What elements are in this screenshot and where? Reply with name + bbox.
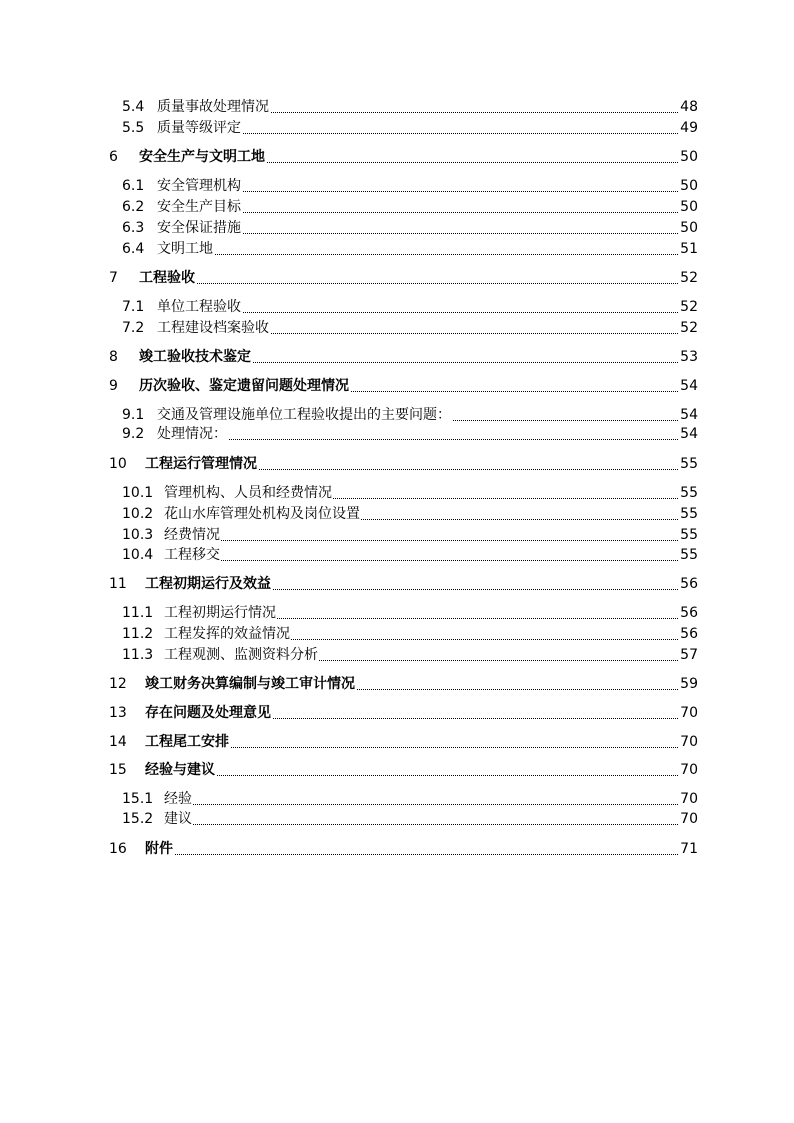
toc-entry-number: 10.1 xyxy=(122,485,154,501)
toc-entry-page-number: 70 xyxy=(680,705,698,721)
toc-entry-title: 工程运行管理情况 xyxy=(145,456,257,472)
toc-entry-number: 6.4 xyxy=(122,241,145,257)
toc-entry[interactable] xyxy=(0,810,794,828)
toc-entry-title: 建议 xyxy=(164,811,192,827)
toc-entry-title: 文明工地 xyxy=(157,241,213,257)
toc-entry-number: 6 xyxy=(109,149,118,165)
toc-entry-page-number: 52 xyxy=(680,270,698,286)
toc-entry[interactable] xyxy=(0,177,794,195)
toc-entry-title: 附件 xyxy=(145,841,173,857)
toc-entry[interactable] xyxy=(0,425,794,443)
toc-entry-number: 6.1 xyxy=(122,178,145,194)
toc-entry-page-number: 52 xyxy=(680,320,698,336)
toc-entry-page-number: 54 xyxy=(680,426,698,442)
toc-entry[interactable] xyxy=(0,505,794,523)
toc-entry-page-number: 70 xyxy=(680,791,698,807)
toc-entry[interactable] xyxy=(0,484,794,502)
toc-entry-page-number: 50 xyxy=(680,178,698,194)
toc-entry[interactable] xyxy=(0,675,794,693)
toc-entry-page-number: 48 xyxy=(680,99,698,115)
toc-entry[interactable] xyxy=(0,604,794,622)
toc-entry-page-number: 54 xyxy=(680,407,698,423)
toc-entry-page-number: 55 xyxy=(680,527,698,543)
toc-entry-number: 6.2 xyxy=(122,199,145,215)
toc-entry-number: 11.3 xyxy=(122,647,154,663)
toc-entry-title: 质量等级评定 xyxy=(157,120,241,136)
toc-entry[interactable] xyxy=(0,625,794,643)
toc-entry[interactable] xyxy=(0,761,794,779)
toc-entry-page-number: 56 xyxy=(680,626,698,642)
toc-leader-dots xyxy=(139,283,682,284)
toc-entry[interactable] xyxy=(0,455,794,473)
toc-entry-title: 工程初期运行及效益 xyxy=(145,576,271,592)
toc-entry-page-number: 56 xyxy=(680,576,698,592)
toc-entry-number: 10 xyxy=(109,456,127,472)
toc-entry-number: 15 xyxy=(109,762,127,778)
toc-leader-dots xyxy=(164,824,682,825)
toc-leader-dots xyxy=(157,254,682,255)
toc-entry-number: 14 xyxy=(109,734,127,750)
toc-entry[interactable] xyxy=(0,348,794,366)
toc-entry[interactable] xyxy=(0,219,794,237)
toc-entry[interactable] xyxy=(0,790,794,808)
toc-leader-dots xyxy=(145,775,682,776)
toc-entry[interactable] xyxy=(0,406,794,424)
toc-entry-page-number: 55 xyxy=(680,485,698,501)
toc-entry-title: 管理机构、人员和经费情况 xyxy=(164,485,332,501)
toc-entry-page-number: 49 xyxy=(680,120,698,136)
toc-entry-title: 安全管理机构 xyxy=(157,178,241,194)
toc-entry-page-number: 59 xyxy=(680,676,698,692)
toc-entry-page-number: 52 xyxy=(680,299,698,315)
toc-entry-title: 存在问题及处理意见 xyxy=(145,705,271,721)
toc-entry-title: 工程尾工安排 xyxy=(145,734,229,750)
toc-entry-title: 安全保证措施 xyxy=(157,220,241,236)
toc-entry-number: 13 xyxy=(109,705,127,721)
toc-entry-title: 经验与建议 xyxy=(145,762,215,778)
toc-entry[interactable] xyxy=(0,269,794,287)
toc-entry-number: 8 xyxy=(109,349,118,365)
toc-entry-number: 9 xyxy=(109,378,118,394)
toc-leader-dots xyxy=(164,804,682,805)
toc-entry-number: 10.4 xyxy=(122,547,154,563)
toc-entry-page-number: 50 xyxy=(680,220,698,236)
toc-entry-page-number: 55 xyxy=(680,547,698,563)
toc-entry-number: 7.2 xyxy=(122,320,145,336)
toc-entry-title: 单位工程验收 xyxy=(157,299,241,315)
toc-entry-page-number: 71 xyxy=(680,841,698,857)
toc-entry-page-number: 70 xyxy=(680,734,698,750)
toc-entry-title: 质量事故处理情况 xyxy=(157,99,269,115)
toc-leader-dots xyxy=(164,560,682,561)
toc-entry-number: 6.3 xyxy=(122,220,145,236)
toc-entry[interactable] xyxy=(0,319,794,337)
toc-entry-page-number: 50 xyxy=(680,199,698,215)
toc-entry-title: 历次验收、鉴定遗留问题处理情况 xyxy=(139,378,349,394)
toc-entry-title: 经费情况 xyxy=(164,527,220,543)
toc-entry[interactable] xyxy=(0,704,794,722)
toc-entry-number: 5.4 xyxy=(122,99,145,115)
toc-entry-title: 安全生产目标 xyxy=(157,199,241,215)
toc-entry-number: 7 xyxy=(109,270,118,286)
toc-entry-title: 安全生产与文明工地 xyxy=(139,149,265,165)
toc-entry-page-number: 56 xyxy=(680,605,698,621)
toc-entry-number: 16 xyxy=(109,841,127,857)
toc-entry[interactable] xyxy=(0,575,794,593)
toc-entry-title: 交通及管理设施单位工程验收提出的主要问题： xyxy=(157,407,451,423)
toc-entry[interactable] xyxy=(0,546,794,564)
toc-entry-number: 9.1 xyxy=(122,407,145,423)
toc-leader-dots xyxy=(157,439,682,440)
toc-entry-title: 工程发挥的效益情况 xyxy=(164,626,290,642)
toc-entry-title: 工程观测、监测资料分析 xyxy=(164,647,318,663)
toc-entry[interactable] xyxy=(0,733,794,751)
toc-entry[interactable] xyxy=(0,646,794,664)
toc-entry-number: 15.1 xyxy=(122,791,154,807)
toc-entry-page-number: 70 xyxy=(680,811,698,827)
toc-entry-number: 10.3 xyxy=(122,527,154,543)
toc-entry[interactable] xyxy=(0,148,794,166)
toc-entry-page-number: 55 xyxy=(680,456,698,472)
toc-entry-title: 工程建设档案验收 xyxy=(157,320,269,336)
toc-entry-page-number: 55 xyxy=(680,506,698,522)
toc-entry-number: 15.2 xyxy=(122,811,154,827)
toc-entry-title: 花山水库管理处机构及岗位设置 xyxy=(164,506,360,522)
toc-entry-title: 工程移交 xyxy=(164,547,220,563)
toc-entry[interactable] xyxy=(0,840,794,858)
toc-entry[interactable] xyxy=(0,240,794,258)
toc-entry-title: 工程初期运行情况 xyxy=(164,605,276,621)
toc-entry[interactable] xyxy=(0,377,794,395)
toc-leader-dots xyxy=(145,854,682,855)
toc-entry-page-number: 54 xyxy=(680,378,698,394)
toc-entry[interactable] xyxy=(0,119,794,137)
toc-entry[interactable] xyxy=(0,298,794,316)
toc-entry-title: 工程验收 xyxy=(139,270,195,286)
toc-entry-number: 7.1 xyxy=(122,299,145,315)
toc-entry-page-number: 50 xyxy=(680,149,698,165)
toc-entry-title: 处理情况： xyxy=(157,426,227,442)
toc-entry-page-number: 51 xyxy=(680,241,698,257)
toc-entry-number: 11 xyxy=(109,576,127,592)
toc-entry[interactable] xyxy=(0,526,794,544)
toc-entry-number: 11.1 xyxy=(122,605,154,621)
toc-entry-page-number: 53 xyxy=(680,349,698,365)
toc-entry-title: 竣工财务决算编制与竣工审计情况 xyxy=(145,676,355,692)
toc-entry-number: 5.5 xyxy=(122,120,145,136)
toc-entry[interactable] xyxy=(0,98,794,116)
toc-entry-number: 9.2 xyxy=(122,426,145,442)
toc-entry-title: 竣工验收技术鉴定 xyxy=(139,349,251,365)
toc-entry-number: 12 xyxy=(109,676,127,692)
toc-leader-dots xyxy=(164,540,682,541)
toc-entry-page-number: 70 xyxy=(680,762,698,778)
toc-entry-number: 11.2 xyxy=(122,626,154,642)
toc-entry-title: 经验 xyxy=(164,791,192,807)
toc-entry[interactable] xyxy=(0,198,794,216)
toc-entry-page-number: 57 xyxy=(680,647,698,663)
toc-entry-number: 10.2 xyxy=(122,506,154,522)
